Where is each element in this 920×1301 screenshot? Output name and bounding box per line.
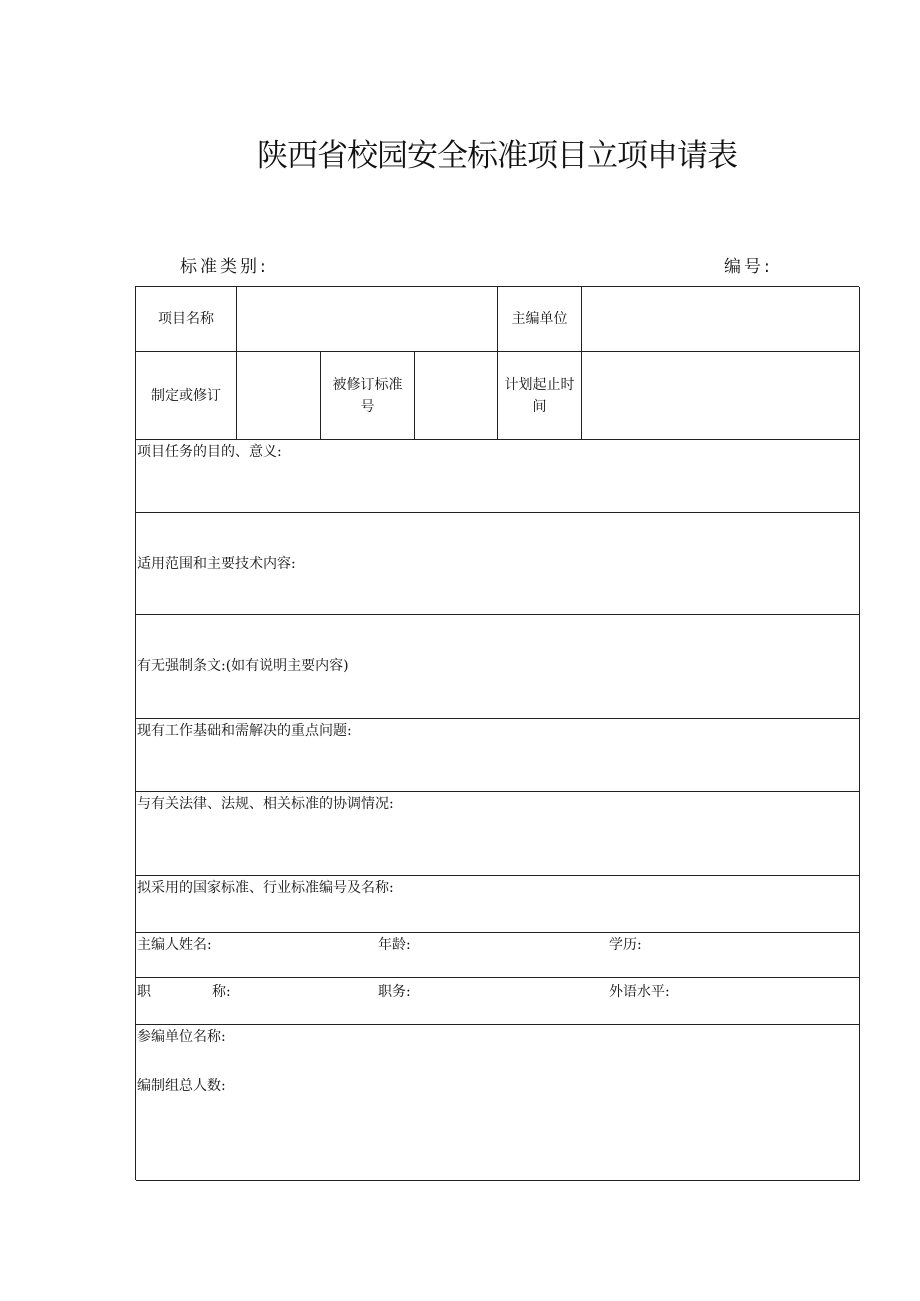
foreign-language-label: 外语水平:	[609, 984, 670, 1000]
chief-unit-field[interactable]	[582, 287, 860, 352]
age-label: 年龄:	[378, 937, 411, 953]
participating-units-label: 参编单位名称:	[137, 1029, 226, 1045]
total-members-label: 编制组总人数:	[137, 1078, 226, 1094]
editor-info-row[interactable]	[136, 933, 860, 978]
professional-title-label-end: 称:	[212, 984, 231, 1000]
draft-or-revise-label: 制定或修订	[136, 352, 237, 440]
project-name-field[interactable]	[237, 287, 498, 352]
professional-title-label-start: 职	[137, 984, 151, 1000]
adopted-standards-section[interactable]	[136, 876, 860, 933]
planned-period-field[interactable]	[582, 352, 860, 440]
education-label: 学历:	[609, 937, 642, 953]
chief-unit-label: 主编单位	[498, 287, 582, 352]
page-title: 陕西省校园安全标准项目立项申请表	[257, 138, 737, 174]
purpose-section[interactable]	[136, 440, 860, 513]
position-label: 职务:	[378, 984, 411, 1000]
adopted-standards-label: 拟采用的国家标准、行业标准编号及名称:	[137, 880, 394, 896]
coordination-section[interactable]	[136, 792, 860, 876]
planned-period-label: 计划起止时间	[498, 352, 582, 440]
application-form-table	[135, 286, 859, 1180]
draft-or-revise-field[interactable]	[237, 352, 321, 440]
professional-title-row[interactable]	[136, 978, 860, 1025]
coordination-label: 与有关法律、法规、相关标准的协调情况:	[137, 796, 394, 812]
revised-standard-no-label: 被修订标准号	[321, 352, 415, 440]
scope-label: 适用范围和主要技术内容:	[137, 556, 296, 572]
existing-basis-section[interactable]	[136, 719, 860, 792]
serial-number-label: 编号:	[724, 257, 773, 277]
existing-basis-label: 现有工作基础和需解决的重点问题:	[137, 723, 352, 739]
standard-category-label: 标准类别:	[180, 257, 269, 277]
editor-name-label: 主编人姓名:	[137, 937, 212, 953]
purpose-label: 项目任务的目的、意义:	[137, 444, 282, 460]
revised-standard-no-field[interactable]	[415, 352, 498, 440]
scope-section[interactable]	[136, 513, 860, 615]
participating-units-section[interactable]	[136, 1025, 860, 1181]
mandatory-label: 有无强制条文:(如有说明主要内容)	[137, 658, 349, 674]
mandatory-section[interactable]	[136, 615, 860, 719]
project-name-label: 项目名称	[136, 287, 237, 352]
